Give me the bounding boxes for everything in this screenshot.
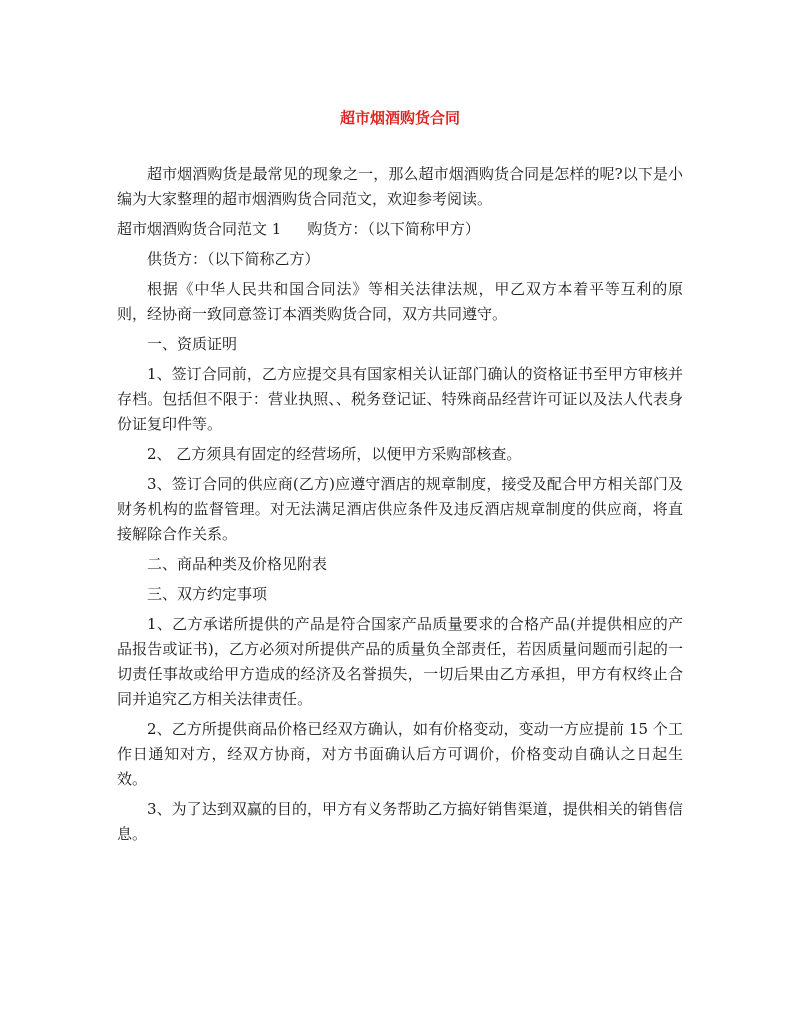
section3-item2: 2、乙方所提供商品价格已经双方确认，如有价格变动，变动一方应提前 15 个工作日通知对方，经双方协商，对方书面确认后方可调价，价格变动自确认之日起生效。 — [117, 720, 683, 788]
preamble-paragraph: 根据《中华人民共和国合同法》等相关法律法规，甲乙双方本着平等互利的原则，经协商一致同意签订本酒类购货合同，双方共同遵守。 — [117, 280, 683, 323]
section2-heading: 二、商品种类及价格见附表 — [147, 555, 328, 573]
sample-label: 超市烟酒购货合同范文 1 — [117, 220, 282, 238]
section1-item1: 1、签订合同前，乙方应提交具有国家相关认证部门确认的资格证书至甲方审核并存档。包括但不限于：营业执照、、税务登记证、特殊商品经营许可证以及法人代表身份证复印件等。 — [117, 365, 683, 433]
section3-item3: 3、为了达到双赢的目的，甲方有义务帮助乙方搞好销售渠道，提供相关的销售信息。 — [117, 800, 683, 843]
document-title: 超市烟酒购货合同 — [339, 109, 460, 127]
buyer-line: 购货方：（以下简称甲方） — [307, 220, 480, 238]
section1-item3: 3、签订合同的供应商(乙方)应遵守酒店的规章制度，接受及配合甲方相关部门及财务机构的监督管理。对无法满足酒店供应条件及违反酒店规章制度的供应商，将直接解除合作关系。 — [117, 475, 683, 543]
intro-paragraph: 超市烟酒购货是最常见的现象之一，那么超市烟酒购货合同是怎样的呢?以下是小编为大家整理的超市烟酒购货合同范文，欢迎参考阅读。 — [117, 165, 683, 208]
supplier-line: 供货方：（以下简称乙方） — [147, 250, 320, 268]
section1-heading: 一、资质证明 — [147, 335, 238, 353]
sample-header-line — [117, 217, 683, 242]
section3-heading: 三、双方约定事项 — [147, 585, 268, 603]
document-body — [117, 162, 683, 852]
section1-item2: 2、 乙方须具有固定的经营场所，以便甲方采购部核查。 — [147, 445, 522, 463]
section3-item1: 1、乙方承诺所提供的产品是符合国家产品质量要求的合格产品(并提供相应的产品报告或证书)，乙方必须对所提供产品的质量负全部责任，若因质量问题而引起的一切责任事故或给甲方造成的经济及名誉损失，一切后果由乙方承担，甲方有权终止合同并追究乙方相关法律责任。 — [117, 615, 683, 708]
